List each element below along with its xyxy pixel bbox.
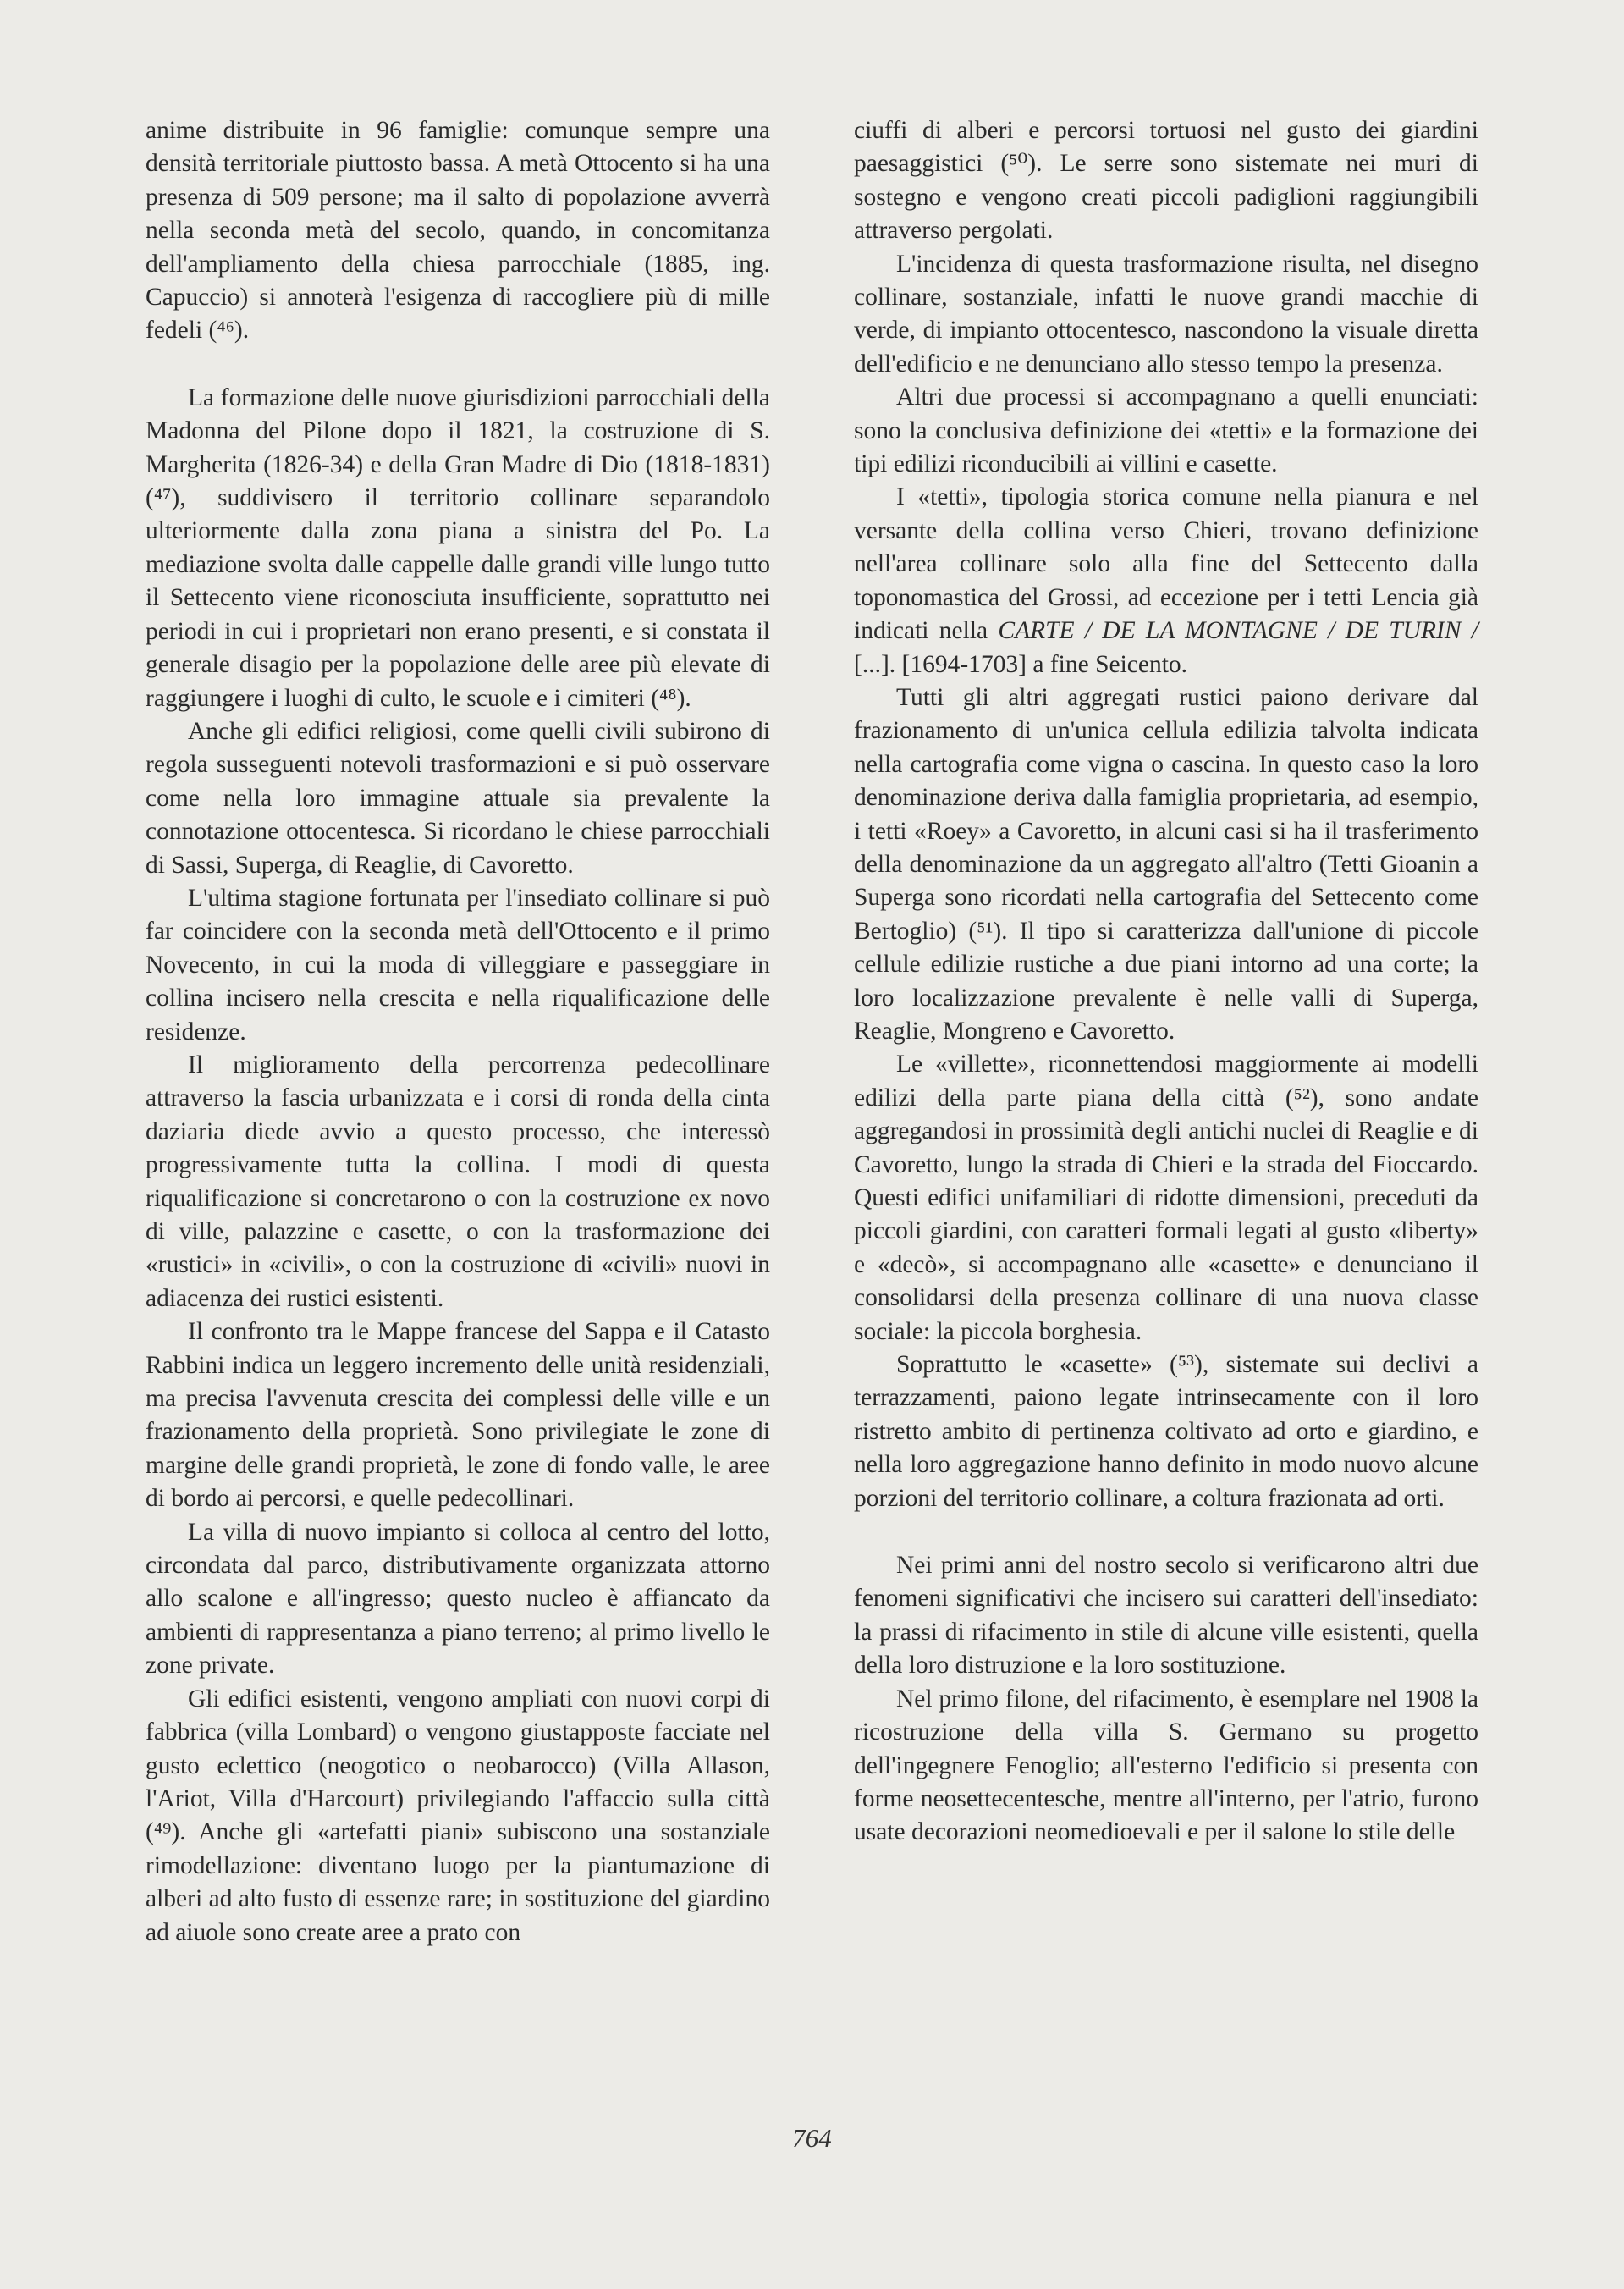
paragraph-text: Le «villette», riconnettendosi maggiormente ai modelli edilizi della parte piana della città (⁵²), sono andate aggregandosi in prossimità degli antichi nuclei di Reaglie e di Cavoretto, lungo la strada di Chieri e la strada del Fioccardo. Questi edifici unifamiliari di ridotte dimensioni, preceduti da piccoli giardini, con caratteri formali legati al gusto «liberty» e «decò», si accompagnano alle «casette» e denunciano il consolidarsi della presenza collinare di una nuova classe sociale: la piccola borghesia. <box>854 1051 1478 1345</box>
paragraph-text: Soprattutto le «casette» (⁵³), sistemate sui declivi a terrazzamenti, paiono legate intrinsecamente con il loro ristretto ambito di pertinenza coltivato ad orto e giardino, e nella loro aggregazione hanno definito in modo nuovo alcune porzioni del territorio collinare, a coltura frazionata ad orti. <box>854 1351 1478 1512</box>
paragraph <box>854 1683 1478 1850</box>
paragraph-text: Altri due processi si accompagnano a quelli enunciati: sono la conclusiva definizione dei «tetti» e la formazione dei tipi edilizi riconducibili ai villini e casette. <box>854 383 1478 478</box>
paragraph <box>854 114 1478 248</box>
map-title-citation: CARTE / DE LA MONTAGNE / DE TURIN / <box>998 617 1478 645</box>
paragraph-text: La formazione delle nuove giurisdizioni parrocchiali della Madonna del Pilone dopo il 1821, la costruzione di S. Margherita (1826-34) e della Gran Madre di Dio (1818-1831) (⁴⁷), suddivisero il territorio collinare separandolo ulteriormente dalla zona piana a sinistra del Po. La mediazione svolta dalle cappelle dalle grandi ville lungo tutto il Settecento viene riconosciuta insufficiente, soprattutto nei periodi in cui i proprietari non erano presenti, e si constata il generale disagio per la popolazione delle aree più elevate di raggiungere i luoghi di culto, le scuole e i cimiteri (⁴⁸). <box>146 383 770 712</box>
page-number: 764 <box>792 2123 832 2153</box>
paragraph <box>854 1549 1478 1683</box>
paragraph <box>146 114 770 348</box>
paragraph <box>854 481 1478 681</box>
paragraph-text: [...]. [1694-1703] a fine Seicento. <box>854 650 1188 678</box>
paragraph <box>146 382 770 715</box>
paragraph-text: L'ultima stagione fortunata per l'insediato collinare si può far coincidere con la seconda metà dell'Ottocento e il primo Novecento, in cui la moda di villeggiare e passeggiare in collina incisero nella crescita e nella riqualificazione delle residenze. <box>146 884 770 1045</box>
paragraph <box>854 1349 1478 1515</box>
paragraph-text: L'incidenza di questa trasformazione risulta, nel disegno collinare, sostanziale, infatti le nuove grandi macchie di verde, di impianto ottocentesco, nascondono la visuale diretta dell'edificio e ne denunciano allo stesso tempo la presenza. <box>854 250 1478 378</box>
paragraph-text: Nei primi anni del nostro secolo si verificarono altri due fenomeni significativi che incisero sui caratteri dell'insediato: la prassi di rifacimento in stile di alcune ville esistenti, quella della loro distruzione e la loro sostituzione. <box>854 1552 1478 1680</box>
paragraph <box>146 1315 770 1515</box>
paragraph <box>854 248 1478 382</box>
paragraph <box>146 715 770 882</box>
paragraph <box>146 882 770 1049</box>
paragraph-text: I «tetti», tipologia storica comune nella pianura e nel versante della collina verso Chieri, trovano definizione nell'area collinare solo alla fine del Settecento dalla toponomastica del Grossi, ad eccezione per i tetti Lencia già indicati nella <box>854 483 1478 645</box>
right-column <box>854 114 1478 1850</box>
paragraph-text: Gli edifici esistenti, vengono ampliati con nuovi corpi di fabbrica (villa Lombard) o vengono giustapposte facciate nel gusto eclettico (neogotico o neobarocco) (Villa Allason, l'Ariot, Villa d'Harcourt) privilegiando l'affaccio sulla città (⁴⁹). Anche gli «artefatti piani» subiscono una sostanziale rimodellazione: diventano luogo per la piantumazione di alberi ad alto fusto di essenze rare; in sostituzione del giardino ad aiuole sono create aree a prato con <box>146 1685 770 1946</box>
paragraph <box>854 1048 1478 1349</box>
paragraph <box>146 1516 770 1683</box>
paragraph-text: Nel primo filone, del rifacimento, è esemplare nel 1908 la ricostruzione della villa S. Germano su progetto dell'ingegnere Fenoglio; all'esterno l'edificio si presenta con forme neosettecentesche, mentre all'interno, per l'atrio, furono usate decorazioni neomedioevali e per il salone lo stile delle <box>854 1685 1478 1846</box>
paragraph-text: Anche gli edifici religiosi, come quelli civili subirono di regola susseguenti notevoli trasformazioni e si può osservare come nella loro immagine attuale sia prevalente la connotazione ottocentesca. Si ricordano le chiese parrocchiali di Sassi, Superga, di Reaglie, di Cavoretto. <box>146 717 770 879</box>
paragraph-text: Tutti gli altri aggregati rustici paiono derivare dal frazionamento di un'unica cellula edilizia talvolta indicata nella cartografia come vigna o cascina. In questo caso la loro denominazione deriva dalla famiglia proprietaria, ad esempio, i tetti «Roey» a Cavoretto, in alcuni casi si ha il trasferimento della denominazione da un aggregato all'altro (Tetti Gioanin a Superga sono ricordati nella cartografia del Settecento come Bertoglio) (⁵¹). Il tipo si caratterizza dall'unione di piccole cellule edilizie rustiche a due piani intorno ad una corte; la loro localizzazione prevalente è nelle valli di Superga, Reaglie, Mongreno e Cavoretto. <box>854 683 1478 1045</box>
paragraph <box>146 1049 770 1315</box>
paragraph-text: ciuffi di alberi e percorsi tortuosi nel gusto dei giardini paesaggistici (⁵⁰). Le serre sono sistemate nei muri di sostegno e vengono creati piccoli padiglioni raggiungibili attraverso pergolati. <box>854 117 1478 245</box>
paragraph <box>854 681 1478 1048</box>
paragraph-text: anime distribuite in 96 famiglie: comunque sempre una densità territoriale piuttosto bassa. A metà Ottocento si ha una presenza di 509 persone; ma il salto di popolazione avverrà nella seconda metà del secolo, quando, in concomitanza dell'ampliamento della chiesa parrocchiale (1885, ing. Capuccio) si annoterà l'esigenza di raccogliere più di mille fedeli (⁴⁶). <box>146 117 770 345</box>
paragraph <box>854 381 1478 481</box>
paragraph-text: La villa di nuovo impianto si colloca al centro del lotto, circondata dal parco, distributivamente organizzata attorno allo scalone e all'ingresso; questo nucleo è affiancato da ambienti di rappresentanza a piano terreno; al primo livello le zone private. <box>146 1518 770 1680</box>
paragraph-text: Il miglioramento della percorrenza pedecollinare attraverso la fascia urbanizzata e i corsi di ronda della cinta daziaria diede avvio a questo processo, che interessò progressivamente tutta la collina. I modi di questa riqualificazione si concretarono o con la costruzione ex novo di ville, palazzine e casette, o con la trasformazione dei «rustici» in «civili», o con la costruzione di «civili» nuovi in adiacenza dei rustici esistenti. <box>146 1051 770 1312</box>
left-column <box>146 114 770 1950</box>
paragraph-text: Il confronto tra le Mappe francese del Sappa e il Catasto Rabbini indica un leggero incremento delle unità residenziali, ma precisa l'avvenuta crescita dei complessi delle ville e un frazionamento della proprietà. Sono privilegiate le zone di margine delle grandi proprietà, le zone di fondo valle, le aree di bordo ai percorsi, e quelle pedecollinari. <box>146 1318 770 1513</box>
paragraph <box>146 1683 770 1950</box>
